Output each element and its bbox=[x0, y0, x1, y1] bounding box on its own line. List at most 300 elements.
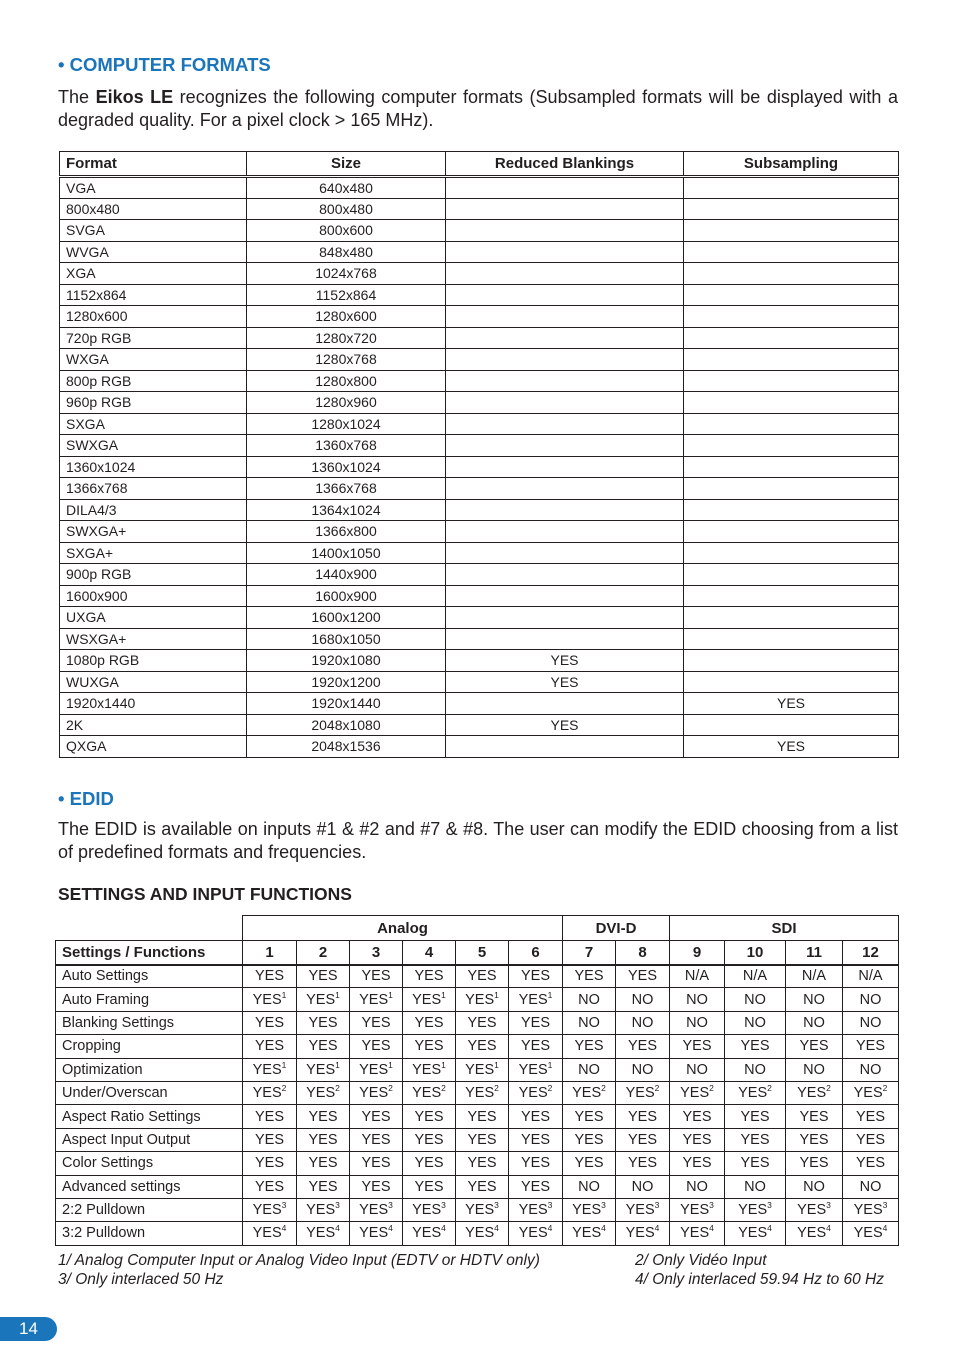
settings-cell: YES$^4$ bbox=[456, 1222, 509, 1245]
settings-cell: YES bbox=[616, 1105, 670, 1128]
footnote-marker: 2 bbox=[335, 1083, 340, 1094]
settings-cell: YES$^1$ bbox=[403, 988, 456, 1011]
settings-cell: YES bbox=[297, 1105, 350, 1128]
footnote-marker: 1 bbox=[281, 1059, 287, 1070]
format-cell-reduced-blankings bbox=[446, 693, 684, 715]
format-row bbox=[60, 284, 899, 306]
settings-row bbox=[56, 1058, 899, 1081]
settings-cell: YES$^3$ bbox=[243, 1198, 297, 1221]
footnote-marker: 1 bbox=[441, 989, 446, 1000]
input-header: 10 bbox=[725, 941, 786, 965]
format-cell-reduced-blankings bbox=[446, 263, 684, 285]
footnote-marker: 4 bbox=[547, 1223, 553, 1234]
footnote-marker: 4 bbox=[654, 1223, 660, 1234]
settings-cell: NO bbox=[843, 1175, 899, 1198]
format-cell-reduced-blankings: YES bbox=[446, 714, 684, 736]
settings-cell: NO bbox=[616, 1175, 670, 1198]
format-cell-size: 1280x768 bbox=[247, 349, 446, 371]
settings-cell: NO bbox=[725, 988, 786, 1011]
format-cell-format: WVGA bbox=[60, 241, 247, 263]
footnote-marker: 1 bbox=[547, 1059, 553, 1070]
format-cell-format: XGA bbox=[60, 263, 247, 285]
settings-cell: YES$^3$ bbox=[786, 1198, 843, 1221]
format-cell-subsampling bbox=[684, 521, 899, 543]
group-header-dvi-d: DVI-D bbox=[563, 916, 670, 941]
format-row bbox=[60, 564, 899, 586]
settings-cell: YES bbox=[243, 1035, 297, 1058]
format-cell-subsampling bbox=[684, 198, 899, 220]
input-header: 5 bbox=[456, 941, 509, 965]
format-cell-reduced-blankings bbox=[446, 177, 684, 199]
settings-cell: YES bbox=[843, 1105, 899, 1128]
format-cell-reduced-blankings bbox=[446, 370, 684, 392]
settings-cell: NO bbox=[786, 988, 843, 1011]
format-cell-size: 1280x600 bbox=[247, 306, 446, 328]
format-cell-format: 960p RGB bbox=[60, 392, 247, 414]
format-cell-format: SWXGA bbox=[60, 435, 247, 457]
settings-cell: NO bbox=[670, 1058, 725, 1081]
settings-cell: YES bbox=[616, 965, 670, 988]
format-cell-subsampling bbox=[684, 671, 899, 693]
format-cell-format: 800x480 bbox=[60, 198, 247, 220]
settings-cell: YES$^4$ bbox=[786, 1222, 843, 1245]
footnote-marker: 3 bbox=[494, 1200, 499, 1211]
format-cell-size: 1600x1200 bbox=[247, 607, 446, 629]
settings-row-label: Cropping bbox=[56, 1035, 243, 1058]
format-cell-reduced-blankings bbox=[446, 564, 684, 586]
settings-cell: YES bbox=[725, 1128, 786, 1151]
settings-cell: YES bbox=[563, 1152, 616, 1175]
format-cell-format: 1080p RGB bbox=[60, 650, 247, 672]
format-cell-reduced-blankings bbox=[446, 542, 684, 564]
format-cell-format: UXGA bbox=[60, 607, 247, 629]
settings-cell: YES bbox=[403, 965, 456, 988]
format-cell-format: 1360x1024 bbox=[60, 456, 247, 478]
settings-cell: YES$^1$ bbox=[297, 988, 350, 1011]
settings-cell: YES bbox=[297, 965, 350, 988]
settings-cell: YES bbox=[350, 965, 403, 988]
footnote-marker: 1 bbox=[388, 1059, 393, 1070]
settings-cell: NO bbox=[670, 1011, 725, 1034]
footnote-marker: 2 bbox=[601, 1083, 606, 1094]
column-header-reduced-blankings: Reduced Blankings bbox=[446, 152, 684, 177]
settings-cell: YES bbox=[786, 1152, 843, 1175]
settings-cell: YES bbox=[725, 1105, 786, 1128]
format-cell-format: 900p RGB bbox=[60, 564, 247, 586]
settings-cell: YES bbox=[456, 1152, 509, 1175]
footnote-1: 1/ Analog Computer Input or Analog Video Input (EDTV or HDTV only) bbox=[58, 1252, 540, 1269]
input-header: 3 bbox=[350, 941, 403, 965]
footnote-marker: 1 bbox=[335, 1059, 340, 1070]
format-cell-size: 1364x1024 bbox=[247, 499, 446, 521]
input-header: 7 bbox=[563, 941, 616, 965]
settings-cell: YES bbox=[350, 1035, 403, 1058]
settings-row bbox=[56, 1035, 899, 1058]
footnote-marker: 4 bbox=[281, 1223, 287, 1234]
settings-row bbox=[56, 1152, 899, 1175]
settings-cell: YES$^3$ bbox=[456, 1198, 509, 1221]
settings-cell: YES$^4$ bbox=[350, 1222, 403, 1245]
format-cell-reduced-blankings bbox=[446, 521, 684, 543]
settings-table-body bbox=[56, 965, 899, 1246]
settings-cell: YES bbox=[456, 1105, 509, 1128]
settings-cell: YES$^2$ bbox=[786, 1081, 843, 1104]
footnote-marker: 3 bbox=[882, 1200, 888, 1211]
format-row bbox=[60, 349, 899, 371]
format-cell-size: 640x480 bbox=[247, 177, 446, 199]
settings-cell: YES$^2$ bbox=[725, 1081, 786, 1104]
settings-cell: YES bbox=[350, 1105, 403, 1128]
format-row bbox=[60, 456, 899, 478]
format-cell-reduced-blankings bbox=[446, 456, 684, 478]
settings-cell: YES$^1$ bbox=[509, 988, 563, 1011]
footnote-marker: 3 bbox=[388, 1200, 393, 1211]
settings-cell: YES bbox=[243, 965, 297, 988]
settings-cell: YES$^4$ bbox=[297, 1222, 350, 1245]
settings-cell: N/A bbox=[725, 965, 786, 988]
format-cell-size: 848x480 bbox=[247, 241, 446, 263]
settings-cell: YES$^4$ bbox=[403, 1222, 456, 1245]
settings-cell: YES bbox=[725, 1035, 786, 1058]
footnote-2: 2/ Only Vidéo Input bbox=[635, 1252, 767, 1269]
settings-cell: YES bbox=[616, 1152, 670, 1175]
format-cell-size: 1152x864 bbox=[247, 284, 446, 306]
settings-cell: YES$^2$ bbox=[350, 1081, 403, 1104]
format-cell-format: SXGA+ bbox=[60, 542, 247, 564]
settings-cell: YES bbox=[509, 1011, 563, 1034]
settings-cell: YES bbox=[670, 1105, 725, 1128]
format-row bbox=[60, 650, 899, 672]
settings-table bbox=[55, 915, 899, 1246]
format-row bbox=[60, 585, 899, 607]
format-cell-subsampling bbox=[684, 456, 899, 478]
format-cell-size: 1280x720 bbox=[247, 327, 446, 349]
settings-cell: YES$^2$ bbox=[403, 1081, 456, 1104]
settings-cell: YES bbox=[509, 1035, 563, 1058]
footnote-marker: 2 bbox=[882, 1083, 888, 1094]
format-row bbox=[60, 693, 899, 715]
settings-cell: YES$^4$ bbox=[843, 1222, 899, 1245]
settings-row-label: 2:2 Pulldown bbox=[56, 1198, 243, 1221]
format-cell-subsampling bbox=[684, 370, 899, 392]
settings-cell: NO bbox=[843, 1011, 899, 1034]
footnote-marker: 3 bbox=[709, 1200, 714, 1211]
input-header: 12 bbox=[843, 941, 899, 965]
footnote-marker: 2 bbox=[654, 1083, 660, 1094]
format-row bbox=[60, 306, 899, 328]
format-cell-subsampling bbox=[684, 413, 899, 435]
format-cell-size: 1360x768 bbox=[247, 435, 446, 457]
format-cell-size: 1280x960 bbox=[247, 392, 446, 414]
settings-cell: YES bbox=[843, 1152, 899, 1175]
column-header-settings: Settings / Functions bbox=[56, 941, 243, 965]
settings-cell: YES bbox=[403, 1128, 456, 1151]
settings-cell: YES$^4$ bbox=[243, 1222, 297, 1245]
settings-cell: YES$^2$ bbox=[509, 1081, 563, 1104]
settings-row bbox=[56, 1011, 899, 1034]
settings-cell: YES bbox=[616, 1128, 670, 1151]
format-cell-size: 1680x1050 bbox=[247, 628, 446, 650]
format-cell-subsampling bbox=[684, 392, 899, 414]
input-header: 2 bbox=[297, 941, 350, 965]
settings-cell: YES bbox=[456, 1175, 509, 1198]
settings-cell: YES bbox=[297, 1011, 350, 1034]
intro-suffix: recognizes the following computer formats (Subsampled formats will be displayed with a degraded quality. For a pixel clock > 165 MHz). bbox=[58, 87, 898, 130]
footnote-marker: 2 bbox=[441, 1083, 446, 1094]
format-row bbox=[60, 220, 899, 242]
settings-cell: NO bbox=[725, 1011, 786, 1034]
group-header-analog: Analog bbox=[243, 916, 563, 941]
format-row bbox=[60, 478, 899, 500]
format-cell-format: 1152x864 bbox=[60, 284, 247, 306]
input-header: 4 bbox=[403, 941, 456, 965]
format-cell-reduced-blankings bbox=[446, 499, 684, 521]
format-cell-reduced-blankings bbox=[446, 628, 684, 650]
format-cell-subsampling bbox=[684, 177, 899, 199]
format-cell-size: 1920x1080 bbox=[247, 650, 446, 672]
settings-cell: YES$^1$ bbox=[456, 988, 509, 1011]
format-cell-subsampling: YES bbox=[684, 736, 899, 758]
formats-header-row bbox=[60, 152, 899, 177]
settings-cell: YES$^2$ bbox=[616, 1081, 670, 1104]
settings-cell: YES$^3$ bbox=[509, 1198, 563, 1221]
format-cell-subsampling bbox=[684, 327, 899, 349]
settings-cell: NO bbox=[563, 1058, 616, 1081]
settings-cell: YES bbox=[843, 1035, 899, 1058]
format-row bbox=[60, 327, 899, 349]
settings-cell: YES$^1$ bbox=[350, 1058, 403, 1081]
settings-cell: YES$^2$ bbox=[563, 1081, 616, 1104]
settings-cell: YES bbox=[725, 1152, 786, 1175]
settings-cell: YES bbox=[563, 1128, 616, 1151]
settings-cell: YES$^4$ bbox=[670, 1222, 725, 1245]
footnote-marker: 1 bbox=[547, 989, 553, 1000]
format-cell-subsampling bbox=[684, 714, 899, 736]
footnote-marker: 2 bbox=[767, 1083, 772, 1094]
settings-cell: NO bbox=[616, 1011, 670, 1034]
settings-cell: YES bbox=[563, 965, 616, 988]
settings-row-label: 3:2 Pulldown bbox=[56, 1222, 243, 1245]
settings-cell: N/A bbox=[670, 965, 725, 988]
format-cell-format: 1600x900 bbox=[60, 585, 247, 607]
format-row bbox=[60, 714, 899, 736]
settings-row-label: Auto Framing bbox=[56, 988, 243, 1011]
settings-cell: YES bbox=[243, 1175, 297, 1198]
format-cell-format: 720p RGB bbox=[60, 327, 247, 349]
edid-description: The EDID is available on inputs #1 & #2 and #7 & #8. The user can modify the EDID choosing from a list of predefined formats and frequencies. bbox=[58, 819, 898, 862]
settings-cell: NO bbox=[725, 1058, 786, 1081]
settings-cell: YES bbox=[509, 1175, 563, 1198]
footnote-marker: 2 bbox=[826, 1083, 831, 1094]
footnote-marker: 3 bbox=[826, 1200, 831, 1211]
settings-row bbox=[56, 1222, 899, 1245]
settings-cell: YES$^2$ bbox=[243, 1081, 297, 1104]
settings-cell: NO bbox=[725, 1175, 786, 1198]
settings-cell: YES bbox=[456, 965, 509, 988]
footnote-marker: 4 bbox=[601, 1223, 606, 1234]
settings-cell: YES$^3$ bbox=[843, 1198, 899, 1221]
settings-cell: YES$^1$ bbox=[456, 1058, 509, 1081]
footnote-marker: 4 bbox=[335, 1223, 340, 1234]
format-cell-size: 1600x900 bbox=[247, 585, 446, 607]
format-cell-format: 800p RGB bbox=[60, 370, 247, 392]
footnote-4: 4/ Only interlaced 59.94 Hz to 60 Hz bbox=[635, 1271, 884, 1288]
settings-cell: YES$^2$ bbox=[670, 1081, 725, 1104]
edid-heading: • EDID bbox=[58, 788, 114, 809]
settings-cell: YES bbox=[563, 1105, 616, 1128]
format-cell-size: 1440x900 bbox=[247, 564, 446, 586]
settings-cell: YES bbox=[843, 1128, 899, 1151]
computer-formats-table bbox=[59, 151, 899, 758]
format-cell-reduced-blankings bbox=[446, 392, 684, 414]
settings-cell: YES bbox=[563, 1035, 616, 1058]
settings-cell: NO bbox=[843, 988, 899, 1011]
footnote-marker: 2 bbox=[494, 1083, 499, 1094]
settings-cell: NO bbox=[616, 988, 670, 1011]
format-cell-format: SVGA bbox=[60, 220, 247, 242]
computer-formats-heading: • COMPUTER FORMATS bbox=[58, 54, 271, 75]
settings-cell: YES bbox=[350, 1175, 403, 1198]
input-header: 9 bbox=[670, 941, 725, 965]
format-cell-format: DILA4/3 bbox=[60, 499, 247, 521]
format-cell-subsampling bbox=[684, 241, 899, 263]
settings-cell: YES bbox=[403, 1035, 456, 1058]
format-cell-subsampling bbox=[684, 220, 899, 242]
format-cell-subsampling bbox=[684, 478, 899, 500]
settings-row-label: Color Settings bbox=[56, 1152, 243, 1175]
footnote-marker: 4 bbox=[882, 1223, 888, 1234]
settings-cell: YES bbox=[456, 1011, 509, 1034]
format-cell-size: 1366x768 bbox=[247, 478, 446, 500]
group-header-sdi: SDI bbox=[670, 916, 899, 941]
format-cell-format: 2K bbox=[60, 714, 247, 736]
format-cell-subsampling bbox=[684, 607, 899, 629]
product-name: Eikos LE bbox=[95, 87, 174, 107]
settings-row-label: Blanking Settings bbox=[56, 1011, 243, 1034]
format-row bbox=[60, 542, 899, 564]
format-cell-subsampling bbox=[684, 542, 899, 564]
settings-row bbox=[56, 1128, 899, 1151]
settings-cell: YES bbox=[297, 1128, 350, 1151]
settings-cell: YES$^1$ bbox=[350, 988, 403, 1011]
input-header-row bbox=[56, 941, 899, 965]
footnote-marker: 3 bbox=[767, 1200, 772, 1211]
settings-cell: YES$^1$ bbox=[243, 988, 297, 1011]
footnote-marker: 3 bbox=[547, 1200, 553, 1211]
settings-cell: NO bbox=[786, 1011, 843, 1034]
settings-row-label: Optimization bbox=[56, 1058, 243, 1081]
settings-cell: NO bbox=[843, 1058, 899, 1081]
footnote-marker: 1 bbox=[494, 989, 499, 1000]
settings-cell: YES bbox=[786, 1035, 843, 1058]
settings-cell: NO bbox=[563, 1011, 616, 1034]
settings-cell: YES$^4$ bbox=[563, 1222, 616, 1245]
format-cell-size: 1920x1200 bbox=[247, 671, 446, 693]
settings-cell: YES bbox=[243, 1128, 297, 1151]
footnote-marker: 4 bbox=[767, 1223, 772, 1234]
settings-cell: YES$^2$ bbox=[456, 1081, 509, 1104]
format-cell-subsampling bbox=[684, 628, 899, 650]
footnote-marker: 1 bbox=[441, 1059, 446, 1070]
format-cell-format: 1366x768 bbox=[60, 478, 247, 500]
format-cell-subsampling bbox=[684, 435, 899, 457]
format-cell-subsampling bbox=[684, 349, 899, 371]
settings-cell: N/A bbox=[843, 965, 899, 988]
format-cell-size: 1360x1024 bbox=[247, 456, 446, 478]
footnote-marker: 1 bbox=[388, 989, 393, 1000]
settings-cell: YES bbox=[670, 1035, 725, 1058]
settings-cell: YES$^4$ bbox=[725, 1222, 786, 1245]
settings-cell: NO bbox=[786, 1175, 843, 1198]
footnote-marker: 3 bbox=[441, 1200, 446, 1211]
format-cell-format: 1280x600 bbox=[60, 306, 247, 328]
format-row bbox=[60, 736, 899, 758]
settings-heading: SETTINGS AND INPUT FUNCTIONS bbox=[58, 884, 352, 904]
format-cell-reduced-blankings bbox=[446, 306, 684, 328]
format-row bbox=[60, 263, 899, 285]
settings-cell: YES bbox=[509, 965, 563, 988]
format-row bbox=[60, 521, 899, 543]
format-row bbox=[60, 370, 899, 392]
footnote-marker: 3 bbox=[281, 1200, 287, 1211]
format-cell-reduced-blankings bbox=[446, 413, 684, 435]
settings-cell: YES$^1$ bbox=[243, 1058, 297, 1081]
format-cell-reduced-blankings bbox=[446, 585, 684, 607]
format-row bbox=[60, 435, 899, 457]
settings-cell: YES$^4$ bbox=[616, 1222, 670, 1245]
format-row bbox=[60, 241, 899, 263]
format-cell-size: 1400x1050 bbox=[247, 542, 446, 564]
settings-row-label: Advanced settings bbox=[56, 1175, 243, 1198]
settings-cell: YES$^2$ bbox=[297, 1081, 350, 1104]
settings-cell: NO bbox=[563, 1175, 616, 1198]
settings-cell: YES$^1$ bbox=[403, 1058, 456, 1081]
format-cell-size: 1024x768 bbox=[247, 263, 446, 285]
format-cell-reduced-blankings bbox=[446, 607, 684, 629]
format-cell-size: 1280x800 bbox=[247, 370, 446, 392]
formats-table-body bbox=[60, 177, 899, 758]
format-row bbox=[60, 198, 899, 220]
format-cell-reduced-blankings bbox=[446, 241, 684, 263]
footnote-3: 3/ Only interlaced 50 Hz bbox=[58, 1271, 224, 1288]
footnote-marker: 4 bbox=[494, 1223, 499, 1234]
footnote-marker: 1 bbox=[494, 1059, 499, 1070]
footnote-marker: 3 bbox=[335, 1200, 340, 1211]
format-cell-subsampling bbox=[684, 564, 899, 586]
settings-row bbox=[56, 1175, 899, 1198]
settings-row-label: Aspect Input Output bbox=[56, 1128, 243, 1151]
format-cell-format: WXGA bbox=[60, 349, 247, 371]
settings-cell: YES bbox=[243, 1105, 297, 1128]
settings-cell: YES bbox=[350, 1128, 403, 1151]
format-cell-reduced-blankings bbox=[446, 327, 684, 349]
format-row bbox=[60, 607, 899, 629]
format-row bbox=[60, 671, 899, 693]
input-header: 6 bbox=[509, 941, 563, 965]
settings-cell: YES$^1$ bbox=[297, 1058, 350, 1081]
footnote-marker: 4 bbox=[388, 1223, 393, 1234]
settings-cell: YES$^3$ bbox=[403, 1198, 456, 1221]
footnote-marker: 3 bbox=[654, 1200, 660, 1211]
settings-cell: N/A bbox=[786, 965, 843, 988]
format-cell-format: VGA bbox=[60, 177, 247, 199]
settings-cell: YES$^3$ bbox=[297, 1198, 350, 1221]
settings-cell: YES bbox=[350, 1152, 403, 1175]
format-cell-size: 1280x1024 bbox=[247, 413, 446, 435]
format-cell-format: WSXGA+ bbox=[60, 628, 247, 650]
format-cell-format: WUXGA bbox=[60, 671, 247, 693]
settings-cell: YES bbox=[509, 1105, 563, 1128]
